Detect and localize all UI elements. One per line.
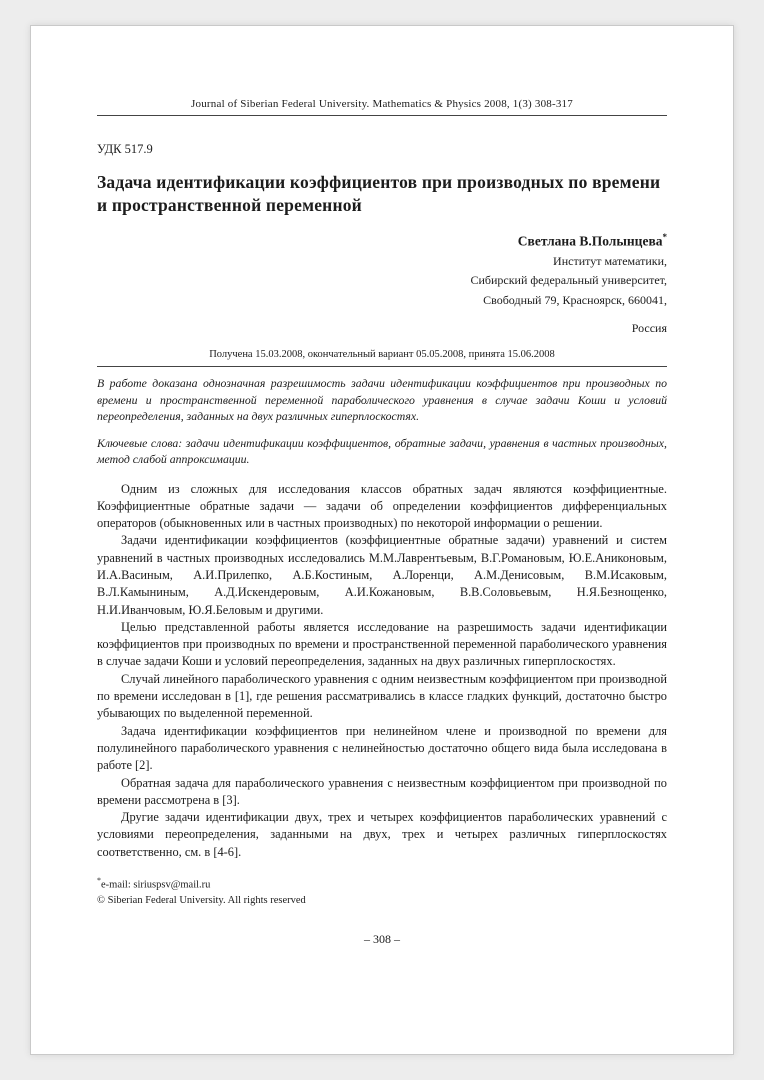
copyright-line: © Siberian Federal University. All rights reserved	[97, 894, 306, 906]
affiliation-university: Сибирский федеральный университет,	[470, 273, 667, 287]
journal-header: Journal of Siberian Federal University. Mathematics & Physics 2008, 1(3) 308-317	[97, 98, 667, 116]
article-title: Задача идентификации коэффициентов при производных по времени и пространственной переменной	[97, 172, 661, 215]
received-block	[97, 349, 667, 367]
author-name-text: Светлана В.Полынцева	[517, 233, 663, 249]
footnote-email-text: e-mail: siriuspsv@mail.ru	[101, 879, 211, 891]
article-body	[97, 481, 667, 862]
body-paragraph: Обратная задача для параболического уравнения с неизвестным коэффициентом при производной по времени рассмотрена в [3].	[97, 775, 667, 807]
body-paragraph: Одним из сложных для исследования классов обратных задач являются коэффициентные. Коэффициентные обратные задачи — задачи об определении коэффициентов дифференциальных операторов (обыкновенных или в частных производных) по некоторой информации о решении.	[97, 481, 667, 531]
body-paragraph: Целью представленной работы является исследование на разрешимость задачи идентификации коэффициентов при производных по времени и пространственной переменной параболического уравнения в случае задачи Коши и условий переопределения, заданных на двух различных гиперплоскостях.	[97, 619, 667, 669]
affiliation-address: Свободный 79, Красноярск, 660041,	[483, 292, 667, 307]
body-paragraph: Задача идентификации коэффициентов при нелинейном члене и производной по времени для полулинейного параболического уравнения с нелинейностью достаточно общего вида была исследована в работе [2].	[97, 723, 667, 773]
received-dates: Получена 15.03.2008, окончательный вариант 05.05.2008, принята 15.06.2008	[209, 349, 555, 360]
author-footnote-mark: *	[662, 232, 667, 242]
keywords-text: Ключевые слова: задачи идентификации коэффициентов, обратные задачи, уравнения в частных производных, метод слабой аппроксимации.	[97, 435, 667, 466]
body-paragraph: Задачи идентификации коэффициентов (коэффициентные обратные задачи) уравнений и систем уравнений в частных производных исследовались М.М.Лаврентьевым, В.Г.Романовым, Ю.Е.Аниконовым, И.А.Васиным, А.И.Прилепко, А.Б.Костиным, А.Лоренци, А.М.Денисовым, В.М.Исаковым, В.Л.Камыниным, А.Д.Искендеровым, А.И.Кожановым, В.В.Соловьевым, Н.Я.Безнощенко, Н.И.Иванчовым, Ю.Я.Беловым и другими.	[97, 533, 667, 617]
page-number: – 308 –	[364, 931, 400, 946]
body-paragraph: Другие задачи идентификации двух, трех и четырех коэффициентов параболических уравнений с условиями переопределения, заданными на двух, трех и четырех различных гиперплоскостях соответственно, см. в [4-6].	[97, 810, 667, 859]
abstract-text: В работе доказана однозначная разрешимость задачи идентификации коэффициентов при производных по времени и пространственной переменной параболического уравнения в случае задачи Коши и условий переопределения, заданных на двух различных гиперплоскостях.	[97, 376, 667, 423]
footnote-email	[97, 873, 667, 893]
body-paragraph: Случай линейного параболического уравнения с одним неизвестным коэффициентом при производной по времени исследован в [1], где решения рассматривались в классе гладких функций, достаточно быстро убывающих по выделенной переменной.	[97, 671, 667, 721]
affiliation-institute: Институт математики,	[553, 253, 667, 268]
footnote-mark: *	[97, 876, 101, 886]
footnote-block	[97, 873, 667, 908]
affiliation-country: Россия	[631, 321, 667, 335]
udc-code: УДК 517.9	[97, 142, 153, 156]
author-name	[97, 232, 667, 250]
paper-page	[30, 25, 734, 1055]
